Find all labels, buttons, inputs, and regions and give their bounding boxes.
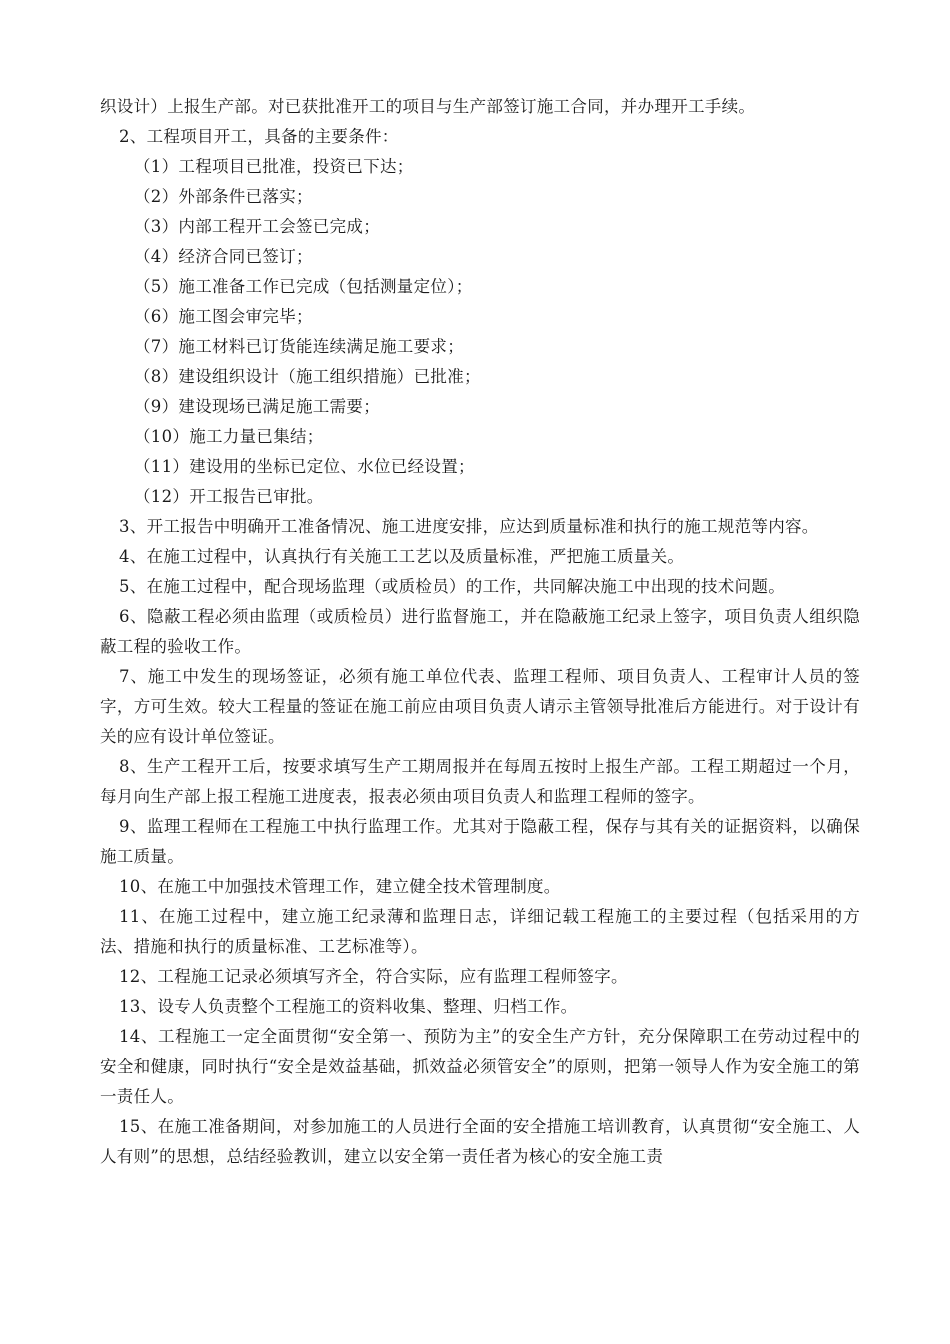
- list-item: （11）建设用的坐标已定位、水位已经设置；: [134, 457, 475, 476]
- list-item: （7）施工材料已订货能连续满足施工要求；: [134, 337, 464, 356]
- document-body: [100, 92, 860, 1172]
- list-item: （9）建设现场已满足施工需要；: [134, 397, 380, 416]
- paragraph: 3、开工报告中明确开工准备情况、施工进度安排，应达到质量标准和执行的施工规范等内容。: [119, 517, 819, 536]
- paragraph: 7、施工中发生的现场签证，必须有施工单位代表、监理工程师、项目负责人、工程审计人员的签字，方可生效。较大工程量的签证在施工前应由项目负责人请示主管领导批准后方能进行。对于设计有关的应有设计单位签证。: [100, 667, 860, 746]
- list-item: （5）施工准备工作已完成（包括测量定位）；: [134, 277, 473, 296]
- list-item: （1）工程项目已批准，投资已下达；: [134, 157, 414, 176]
- paragraph: 9、监理工程师在工程施工中执行监理工作。尤其对于隐蔽工程，保存与其有关的证据资料，以确保施工质量。: [100, 817, 860, 866]
- paragraph: 5、在施工过程中，配合现场监理（或质检员）的工作，共同解决施工中出现的技术问题。: [119, 577, 785, 596]
- paragraph: 15、在施工准备期间，对参加施工的人员进行全面的安全措施工培训教育，认真贯彻“安全施工、人人有则”的思想，总结经验教训，建立以安全第一责任者为核心的安全施工责: [100, 1117, 860, 1166]
- paragraph: 4、在施工过程中，认真执行有关施工工艺以及质量标准，严把施工质量关。: [119, 547, 685, 566]
- list-item: （3）内部工程开工会签已完成；: [134, 217, 380, 236]
- list-item: （6）施工图会审完毕；: [134, 307, 313, 326]
- list-item: （8）建设组织设计（施工组织措施）已批准；: [134, 367, 481, 386]
- paragraph: 2、工程项目开工，具备的主要条件：: [119, 127, 399, 146]
- paragraph: 12、工程施工记录必须填写齐全，符合实际，应有监理工程师签字。: [119, 967, 628, 986]
- paragraph: 10、在施工中加强技术管理工作，建立健全技术管理制度。: [119, 877, 561, 896]
- paragraph: 14、工程施工一定全面贯彻“安全第一、预防为主”的安全生产方针，充分保障职工在劳动过程中的安全和健康，同时执行“安全是效益基础，抓效益必须管安全”的原则，把第一领导人作为安全施工的第一责任人。: [100, 1027, 860, 1106]
- paragraph: 8、生产工程开工后，按要求填写生产工期周报并在每周五按时上报生产部。工程工期超过一个月，每月向生产部上报工程施工进度表，报表必须由项目负责人和监理工程师的签字。: [100, 757, 860, 806]
- list-item: （4）经济合同已签订；: [134, 247, 313, 266]
- paragraph: 13、设专人负责整个工程施工的资料收集、整理、归档工作。: [119, 997, 578, 1016]
- paragraph: 6、隐蔽工程必须由监理（或质检员）进行监督施工，并在隐蔽施工纪录上签字，项目负责人组织隐蔽工程的验收工作。: [100, 607, 860, 656]
- list-item: （2）外部条件已落实；: [134, 187, 313, 206]
- list-item: （10）施工力量已集结；: [134, 427, 324, 446]
- paragraph: 织设计）上报生产部。对已获批准开工的项目与生产部签订施工合同，并办理开工手续。: [100, 97, 756, 116]
- paragraph: 11、在施工过程中，建立施工纪录薄和监理日志，详细记载工程施工的主要过程（包括采用的方法、措施和执行的质量标准、工艺标准等）。: [100, 907, 860, 956]
- list-item: （12）开工报告已审批。: [134, 487, 324, 506]
